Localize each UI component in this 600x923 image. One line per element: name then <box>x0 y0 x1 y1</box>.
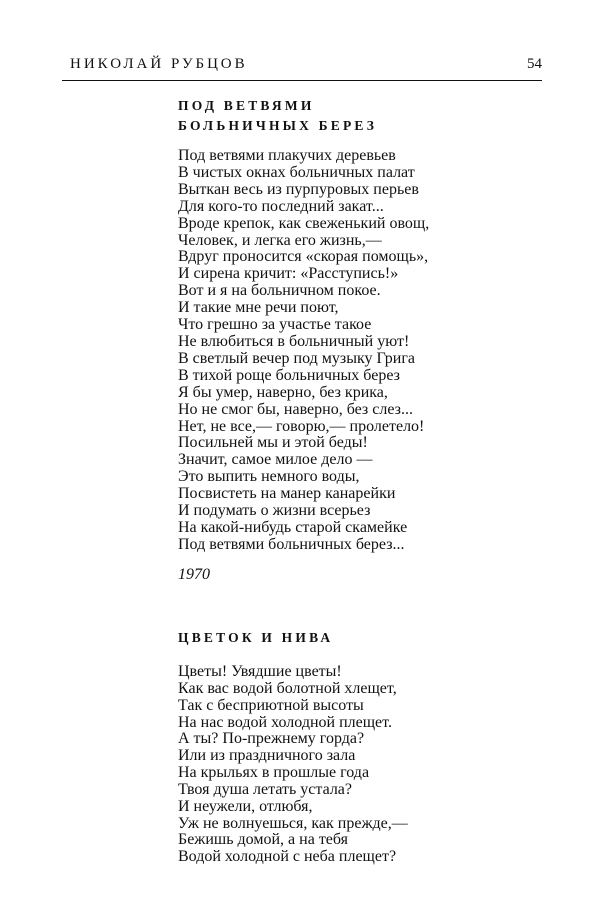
poem-line: Так с бесприютной высоты <box>178 696 364 714</box>
poem-line: Водой холодной с неба плещет? <box>178 848 397 866</box>
poem-line: На нас водой холодной плещет. <box>178 713 392 731</box>
poem-line: В светлый вечер под музыку Грига <box>178 349 415 367</box>
poem-line: И сирена кричит: «Расступись!» <box>178 265 399 283</box>
poem-line: Как вас водой болотной хлещет, <box>178 679 397 697</box>
poem-line: Для кого-то последний закат... <box>178 197 384 215</box>
poem-line: И подумать о жизни всерьез <box>178 502 371 520</box>
poem-line: Твоя душа летать устала? <box>178 780 353 798</box>
poem-line: Это выпить немного воды, <box>178 468 360 486</box>
poem-line: Цветы! Увядшие цветы! <box>178 663 342 680</box>
poem-title-line: ЦВЕТОК И НИВА <box>178 630 334 645</box>
poem-line: Я бы умер, наверно, без крика, <box>178 383 388 401</box>
poem-line: Вот и я на больничном покое. <box>178 282 381 300</box>
poem-line: На крыльях в прошлые года <box>178 764 370 782</box>
page-number: 54 <box>527 56 542 72</box>
poem-title-flower-and-field <box>178 628 333 648</box>
poem-title-line: ПОД ВЕТВЯМИ <box>178 98 315 113</box>
poem-body-flower-and-field <box>178 664 408 866</box>
poem-line: Под ветвями плакучих деревьев <box>178 147 396 164</box>
poem-title-line: БОЛЬНИЧНЫХ БЕРЕЗ <box>178 118 378 133</box>
poem-line: Вдруг проносится «скорая помощь», <box>178 248 429 266</box>
header-rule <box>62 80 542 81</box>
poem-body-hospital-birches <box>178 148 429 554</box>
poem-line: Выткан весь из пурпуровых перьев <box>178 180 419 198</box>
poem-year: 1970 <box>178 566 210 583</box>
poem-line: Под ветвями больничных берез... <box>178 535 405 553</box>
running-head-author: НИКОЛАЙ РУБЦОВ <box>70 56 248 72</box>
poem-line: И такие мне речи поют, <box>178 299 339 317</box>
poem-line: Посильней мы и этой беды! <box>178 434 368 452</box>
poem-line: Что грешно за участье такое <box>178 316 372 334</box>
poem-line: А ты? По-прежнему горда? <box>178 730 365 748</box>
poem-line: На какой-нибудь старой скамейке <box>178 518 408 536</box>
poem-line: Или из праздничного зала <box>178 747 356 765</box>
poem-line: Но не смог бы, наверно, без слез... <box>178 400 413 418</box>
poem-line: И неужели, отлюбя, <box>178 797 313 815</box>
poem-line: Нет, не все,— говорю,— пролетело! <box>178 417 425 435</box>
poem-line: В тихой роще больничных берез <box>178 366 400 384</box>
poem-line: Посвистеть на манер канарейки <box>178 485 396 503</box>
poem-line: Человек, и легка его жизнь,— <box>178 231 382 249</box>
poem-line: Вроде крепок, как свеженький овощ, <box>178 214 430 232</box>
poem-line: Не влюбиться в больничный уют! <box>178 332 410 350</box>
poem-line: Бежишь домой, а на тебя <box>178 831 349 849</box>
poem-line: Значит, самое милое дело — <box>178 451 373 469</box>
poem-line: В чистых окнах больничных палат <box>178 163 415 181</box>
poem-title-hospital-birches <box>178 96 377 136</box>
poem-line: Уж не волнуешься, как прежде,— <box>178 814 408 832</box>
